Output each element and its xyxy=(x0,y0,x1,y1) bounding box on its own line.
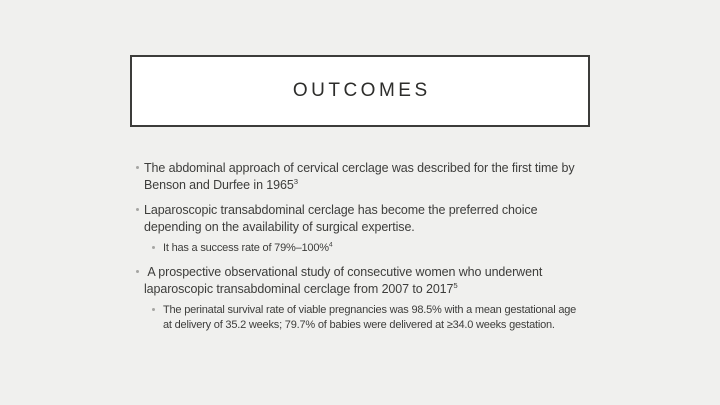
bullet-list xyxy=(131,160,605,333)
bullet-text: The perinatal survival rate of viable pregnancies was 98.5% with a mean gestational age xyxy=(163,304,577,316)
bullet-line xyxy=(144,264,605,281)
citation-superscript: 5 xyxy=(453,280,458,290)
bullet-line xyxy=(163,318,605,333)
bullet-text: depending on the availability of surgical expertise. xyxy=(144,220,415,234)
bullet-line xyxy=(144,281,605,298)
bullet-text: Benson and Durfee in 1965 xyxy=(144,178,294,192)
slide-title-box xyxy=(130,55,590,127)
sub-bullet-item xyxy=(131,303,605,333)
sub-bullet-item xyxy=(131,241,605,256)
bullet-line xyxy=(144,202,605,219)
bullet-dot-icon xyxy=(136,270,139,273)
bullet-dot-icon xyxy=(136,166,139,169)
bullet-line xyxy=(144,219,605,236)
bullet-dot-icon xyxy=(152,246,155,249)
bullet-line xyxy=(144,177,605,194)
bullet-text: laparoscopic transabdominal cerclage from 2007 to 2017 xyxy=(144,282,454,296)
citation-superscript: 4 xyxy=(328,241,333,249)
bullet-text: The abdominal approach of cervical cerclage was described for the first time by xyxy=(144,161,575,175)
bullet-line xyxy=(144,160,605,177)
bullet-item xyxy=(131,160,605,194)
bullet-dot-icon xyxy=(136,208,139,211)
bullet-text: A prospective observational study of consecutive women who underwent xyxy=(144,265,543,279)
bullet-text: at delivery of 35.2 weeks; 79.7% of babies were delivered at ≥34.0 weeks gestation. xyxy=(163,319,555,331)
bullet-dot-icon xyxy=(152,308,155,311)
bullet-text: It has a success rate of 79%–100% xyxy=(163,242,329,254)
bullet-line xyxy=(163,241,605,256)
citation-superscript: 3 xyxy=(293,176,299,186)
bullet-line xyxy=(163,303,605,318)
bullet-item xyxy=(131,264,605,298)
bullet-text: Laparoscopic transabdominal cerclage has become the preferred choice xyxy=(144,203,538,217)
bullet-item xyxy=(131,202,605,236)
slide-title: OUTCOMES xyxy=(292,80,431,101)
